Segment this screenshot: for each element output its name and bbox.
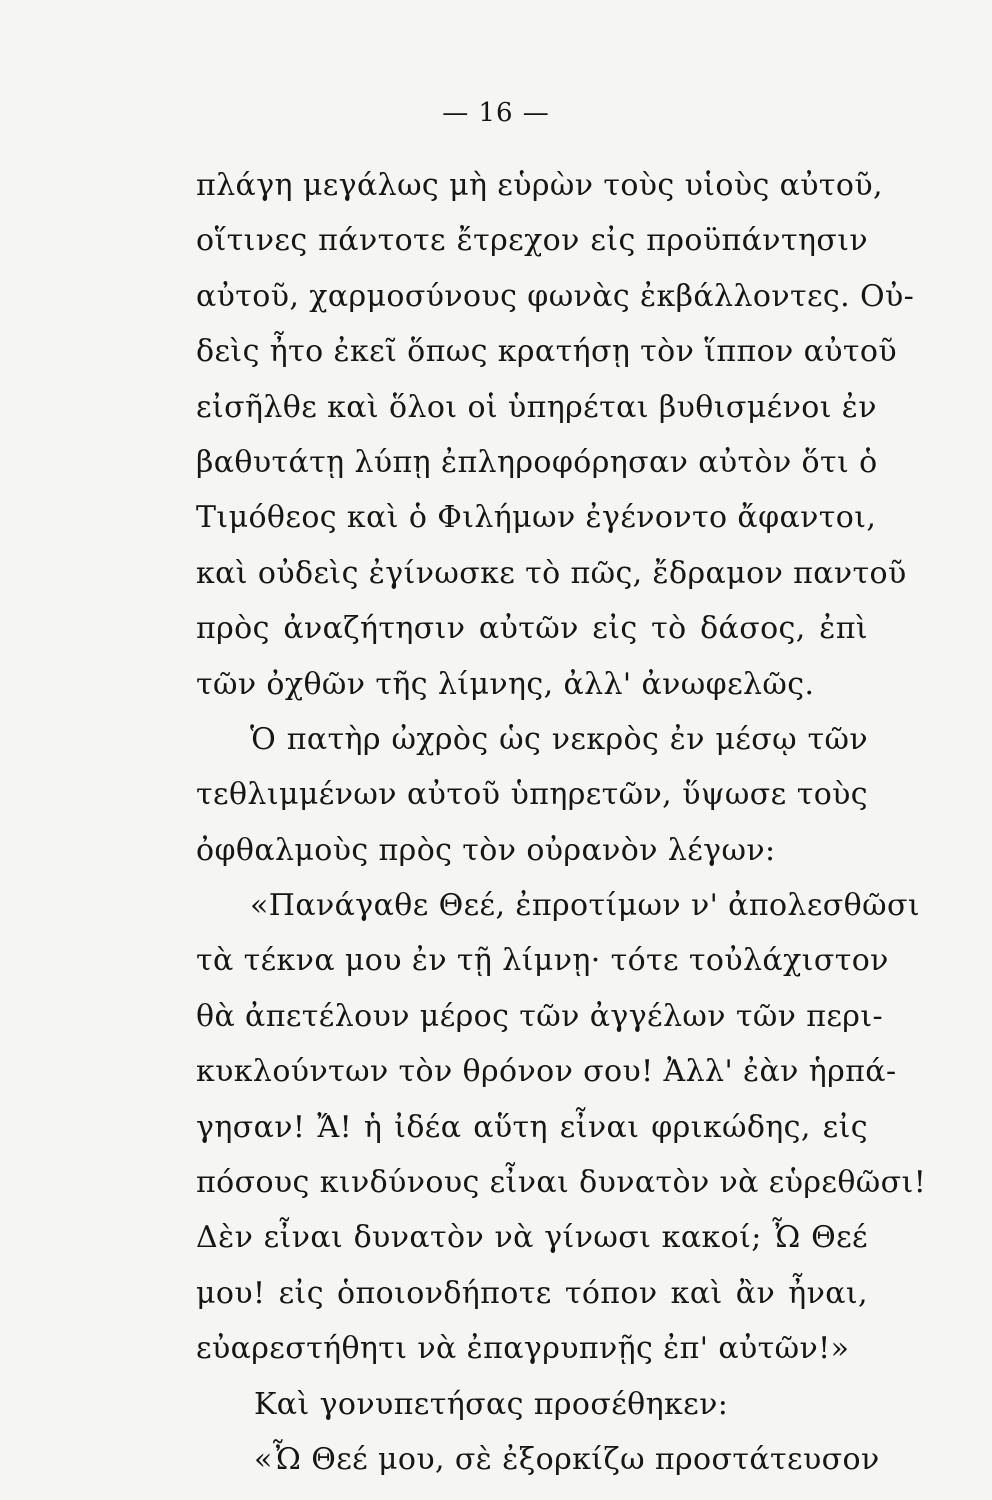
text-line: Δὲν εἶναι δυνατὸν νὰ γίνωσι κακοί; Ὦ Θεέ bbox=[196, 1220, 868, 1256]
text-line: τῶν ὀχθῶν τῆς λίμνης, ἀλλ' ἀνωφελῶς. bbox=[196, 666, 815, 702]
text-line: κυκλούντων τὸν θρόνον σου! Ἀλλ' ἐὰν ἡρπά- bbox=[196, 1054, 897, 1090]
body-text bbox=[196, 158, 927, 1487]
text-line: αὐτοῦ, χαρμοσύνους φωνὰς ἐκβάλλοντες. Οὐ- bbox=[196, 278, 915, 314]
text-line: Τιμόθεος καὶ ὁ Φιλήμων ἐγένοντο ἄφαντοι, bbox=[196, 500, 877, 536]
paragraph-start-line: «Πανάγαθε Θεέ, ἐπροτίμων ν' ἀπολεσθῶσι bbox=[250, 888, 921, 924]
paragraph-start-line: «Ὦ Θεέ μου, σὲ ἐξορκίζω προστάτευσον bbox=[254, 1441, 880, 1477]
text-line: δεὶς ἦτο ἐκεῖ ὅπως κρατήσῃ τὸν ἵππον αὐτοῦ bbox=[196, 334, 897, 370]
paragraph-start-line: Καὶ γονυπετήσας προσέθηκεν: bbox=[254, 1386, 729, 1422]
paragraph-start-line: Ὁ πατὴρ ὠχρὸς ὡς νεκρὸς ἐν μέσῳ τῶν bbox=[250, 721, 868, 757]
text-line: εἰσῆλθε καὶ ὅλοι οἱ ὑπηρέται βυθισμένοι ἐν bbox=[196, 389, 877, 425]
text-line: γησαν! Ἄ! ἡ ἰδέα αὕτη εἶναι φρικώδης, εἰς bbox=[196, 1109, 868, 1145]
text-line: πλάγη μεγάλως μὴ εὑρὼν τοὺς υἱοὺς αὐτοῦ, bbox=[196, 168, 883, 203]
text-line: τὰ τέκνα μου ἐν τῇ λίμνῃ· τότε τοὐλάχιστον bbox=[196, 943, 889, 979]
page-number: — 16 — bbox=[442, 98, 550, 128]
text-line: πρὸς ἀναζήτησιν αὐτῶν εἰς τὸ δάσος, ἐπὶ bbox=[196, 611, 868, 647]
text-line: θὰ ἀπετέλουν μέρος τῶν ἀγγέλων τῶν περι- bbox=[196, 998, 884, 1034]
text-line: βαθυτάτῃ λύπῃ ἐπληροφόρησαν αὐτὸν ὅτι ὁ bbox=[196, 444, 878, 480]
text-line: οἵτινες πάντοτε ἔτρεχον εἰς προϋπάντησιν bbox=[196, 223, 868, 259]
text-line: εὐαρεστήθητι νὰ ἐπαγρυπνῇς ἐπ' αὐτῶν!» bbox=[196, 1331, 850, 1367]
text-line: ὀφθαλμοὺς πρὸς τὸν οὐρανὸν λέγων: bbox=[196, 832, 776, 868]
text-line: καὶ οὐδεὶς ἐγίνωσκε τὸ πῶς, ἔδραμον παντοῦ bbox=[196, 555, 907, 591]
text-line: μου! εἰς ὁποιονδήποτε τόπον καὶ ἂν ἦναι, bbox=[196, 1275, 868, 1311]
text-line: τεθλιμμένων αὐτοῦ ὑπηρετῶν, ὕψωσε τοὺς bbox=[196, 777, 868, 813]
text-line: πόσους κινδύνους εἶναι δυνατὸν νὰ εὑρεθῶσι! bbox=[196, 1165, 927, 1201]
